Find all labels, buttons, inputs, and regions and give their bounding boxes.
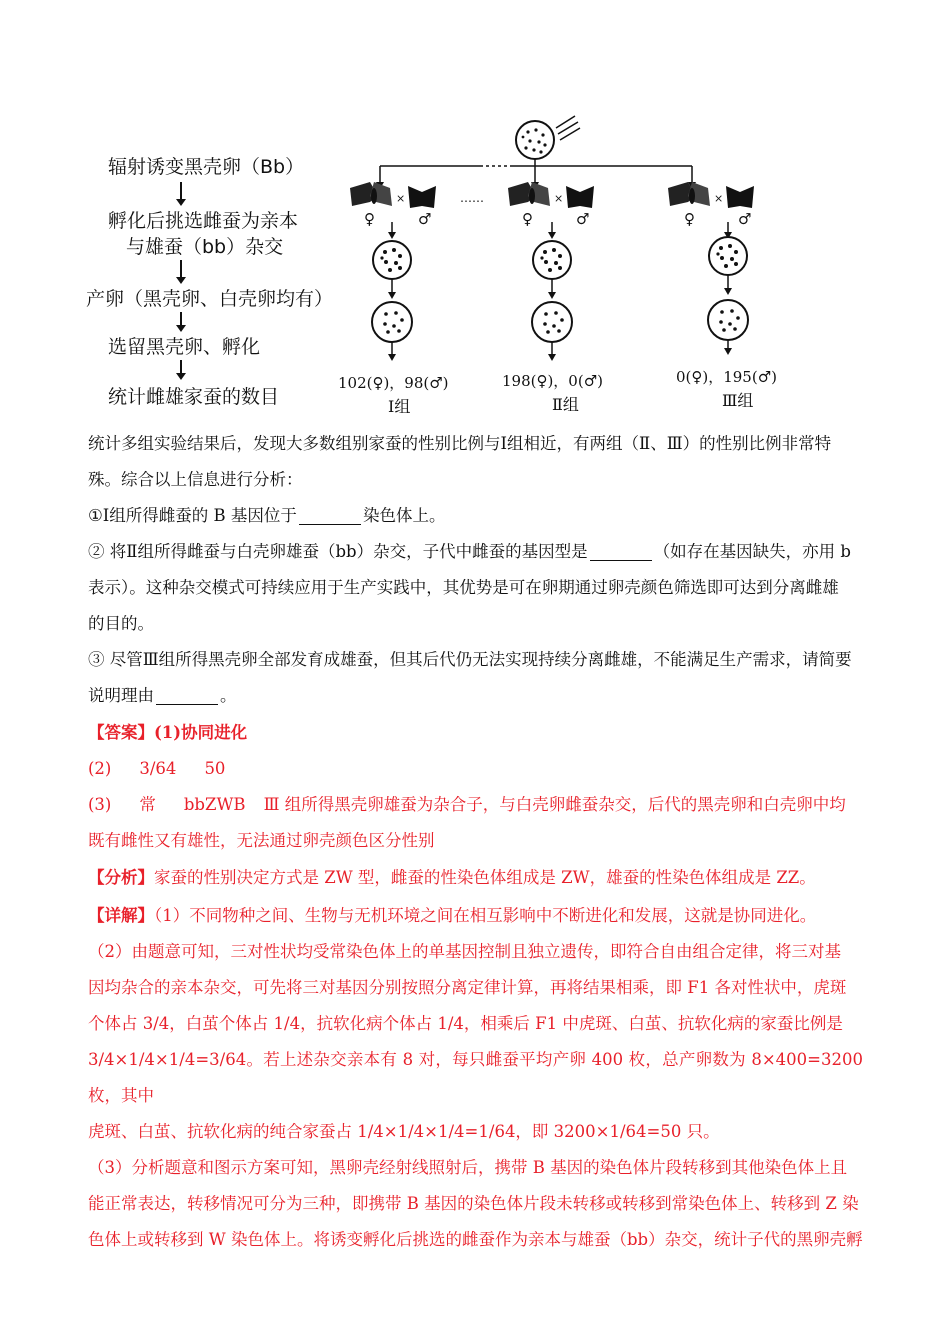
female-symbol: ♀ (364, 210, 375, 228)
answer-value: 3/64 (139, 759, 177, 778)
text-span: 。 (220, 686, 237, 705)
svg-text:……: …… (460, 191, 484, 205)
detail-tag: 【详解】 (88, 906, 154, 925)
answer-blank (156, 686, 218, 705)
experiment-flowchart (84, 150, 344, 420)
crossing-diagram (330, 110, 810, 420)
detail-line: 3/4×1/4×1/4=3/64。若上述杂交亲本有 8 对，每只雌蚕平均产卵 400 枚，总产卵数为 8×400=3200 枚，其中 (88, 1050, 863, 1105)
flow-step-hatch: 选留黑壳卵、孵化 (108, 336, 261, 358)
svg-text:×: × (554, 192, 564, 205)
egg-column-1 (372, 222, 412, 361)
question-3-cont (88, 678, 863, 714)
group-2-counts: 198(♀)，0(♂) (502, 372, 603, 390)
flow-step-count: 统计雌雄家蚕的数目 (108, 386, 280, 408)
group-3-label: Ⅲ组 (722, 391, 754, 410)
flow-arrow (180, 360, 182, 378)
text-span: 说明理由 (88, 686, 154, 705)
answer-section (88, 715, 863, 859)
answer-text: Ⅲ 组所得黑壳卵雄蚕为杂合子，与白壳卵雌蚕杂交，后代的黑壳卵和白壳卵中均 (263, 795, 846, 814)
detail-line: 色体上或转移到 W 染色体上。将诱变孵化后挑选的雌蚕作为亲本与雄蚕（bb）杂交，统计子代的黑卵壳孵 (88, 1230, 863, 1249)
text-line: 殊。综合以上信息进行分析： (88, 470, 303, 489)
detail-line: 虎斑、白茧、抗软化病的纯合家蚕占 1/4×1/4×1/4=1/64，即 3200×1/64=50 只。 (88, 1122, 720, 1141)
detail-line: （2）由题意可知，三对性状均受常染色体上的单基因控制且独立遗传，即符合自由组合定律，将三对基 (88, 942, 841, 961)
text-span: ② 将Ⅱ组所得雌蚕与白壳卵雄蚕（bb）杂交，子代中雌蚕的基因型是 (88, 542, 588, 561)
moth-pair-group-2 (508, 182, 594, 208)
female-symbol: ♀ (522, 210, 533, 228)
question-3: ③ 尽管Ⅲ组所得黑壳卵全部发育成雄蚕，但其后代仍无法实现持续分离雌雄，不能满足生产需求，请简要 (88, 650, 852, 669)
answer-1: (1)协同进化 (154, 723, 248, 742)
answer-line-1 (88, 715, 863, 751)
analysis-line (88, 860, 863, 896)
detail-section (88, 898, 863, 1258)
question-1 (88, 498, 863, 534)
analysis-section (88, 860, 863, 896)
text-line: 既有雌性又有雄性，无法通过卵壳颜色区分性别 (88, 831, 435, 850)
analysis-tag: 【分析】 (88, 868, 154, 887)
question-2 (88, 534, 863, 570)
male-symbol: ♂ (738, 210, 752, 228)
text-span: （如存在基因缺失，亦用 b (653, 542, 851, 561)
analysis-text: 家蚕的性别决定方式是 ZW 型，雌蚕的性染色体组成是 ZW，雄蚕的性染色体组成是 ZZ。 (154, 868, 816, 887)
question-intro (88, 426, 863, 714)
egg-column-2 (532, 222, 572, 361)
flow-step-lay-eggs: 产卵（黑壳卵、白壳卵均有） (86, 288, 334, 310)
svg-text:×: × (396, 192, 406, 205)
detail-line (88, 898, 863, 934)
female-symbol: ♀ (684, 210, 695, 228)
group-2-label: Ⅱ组 (552, 395, 579, 414)
answer-blank (299, 506, 361, 525)
answer-line-3 (88, 787, 863, 823)
text-line: 的目的。 (88, 614, 154, 633)
answer-number: (3) (88, 795, 112, 814)
answer-value: 常 (139, 795, 156, 814)
detail-line: 能正常表达，转移情况可分为三种，即携带 B 基因的染色体片段未转移或转移到常染色体上、转移到 Z 染 (88, 1194, 859, 1213)
answer-value: 50 (204, 759, 226, 778)
moth-pair-group-1 (350, 182, 436, 208)
flow-step-irradiate: 辐射诱变黑壳卵（Bb） (108, 156, 305, 178)
text-span: ①Ⅰ组所得雌蚕的 B 基因位于 (88, 506, 297, 525)
answer-value: bbZWB (183, 795, 246, 814)
answer-blank (590, 542, 652, 561)
irradiated-egg (516, 116, 580, 166)
male-symbol: ♂ (576, 210, 590, 228)
detail-line: （3）分析题意和图示方案可知，黑卵壳经射线照射后，携带 B 基因的染色体片段转移到其他染色体上且 (88, 1158, 848, 1177)
egg-column-3 (708, 222, 748, 355)
flow-arrow (180, 260, 182, 282)
flow-arrow (180, 312, 182, 330)
answer-line-2 (88, 751, 863, 787)
detail-text: （1）不同物种之间、生物与无机环境之间在相互影响中不断进化和发展，这就是协同进化。 (154, 906, 817, 925)
detail-line: 个体占 3/4，白茧个体占 1/4，抗软化病个体占 1/4，相乘后 F1 中虎斑、白茧、抗软化病的家蚕比例是 (88, 1014, 843, 1033)
answer-number: (2) (88, 759, 112, 778)
flow-arrow (180, 182, 182, 204)
flow-step-select-female: 孵化后挑选雌蚕为亲本 (108, 210, 299, 232)
group-1-label: Ⅰ组 (388, 397, 411, 416)
text-line: 表示）。这种杂交模式可持续应用于生产实践中，其优势是可在卵期通过卵壳颜色筛选即可达到分离雌雄 (88, 578, 839, 597)
moth-pair-group-3 (668, 182, 754, 208)
group-1-counts: 102(♀)，98(♂) (338, 374, 449, 392)
text-span: 染色体上。 (362, 506, 446, 525)
male-symbol: ♂ (418, 210, 432, 228)
group-3-counts: 0(♀)，195(♂) (676, 368, 777, 386)
svg-text:×: × (714, 192, 724, 205)
answer-tag: 【答案】 (88, 723, 154, 742)
detail-line: 因均杂合的亲本杂交，可先将三对基因分别按照分离定律计算，再将结果相乘，即 F1 各对性状中，虎斑 (88, 978, 847, 997)
text-line: 统计多组实验结果后，发现大多数组别家蚕的性别比例与Ⅰ组相近，有两组（Ⅱ、Ⅲ）的性别比例非常特 (88, 434, 832, 453)
flow-step-cross: 与雄蚕（bb）杂交 (126, 236, 284, 258)
